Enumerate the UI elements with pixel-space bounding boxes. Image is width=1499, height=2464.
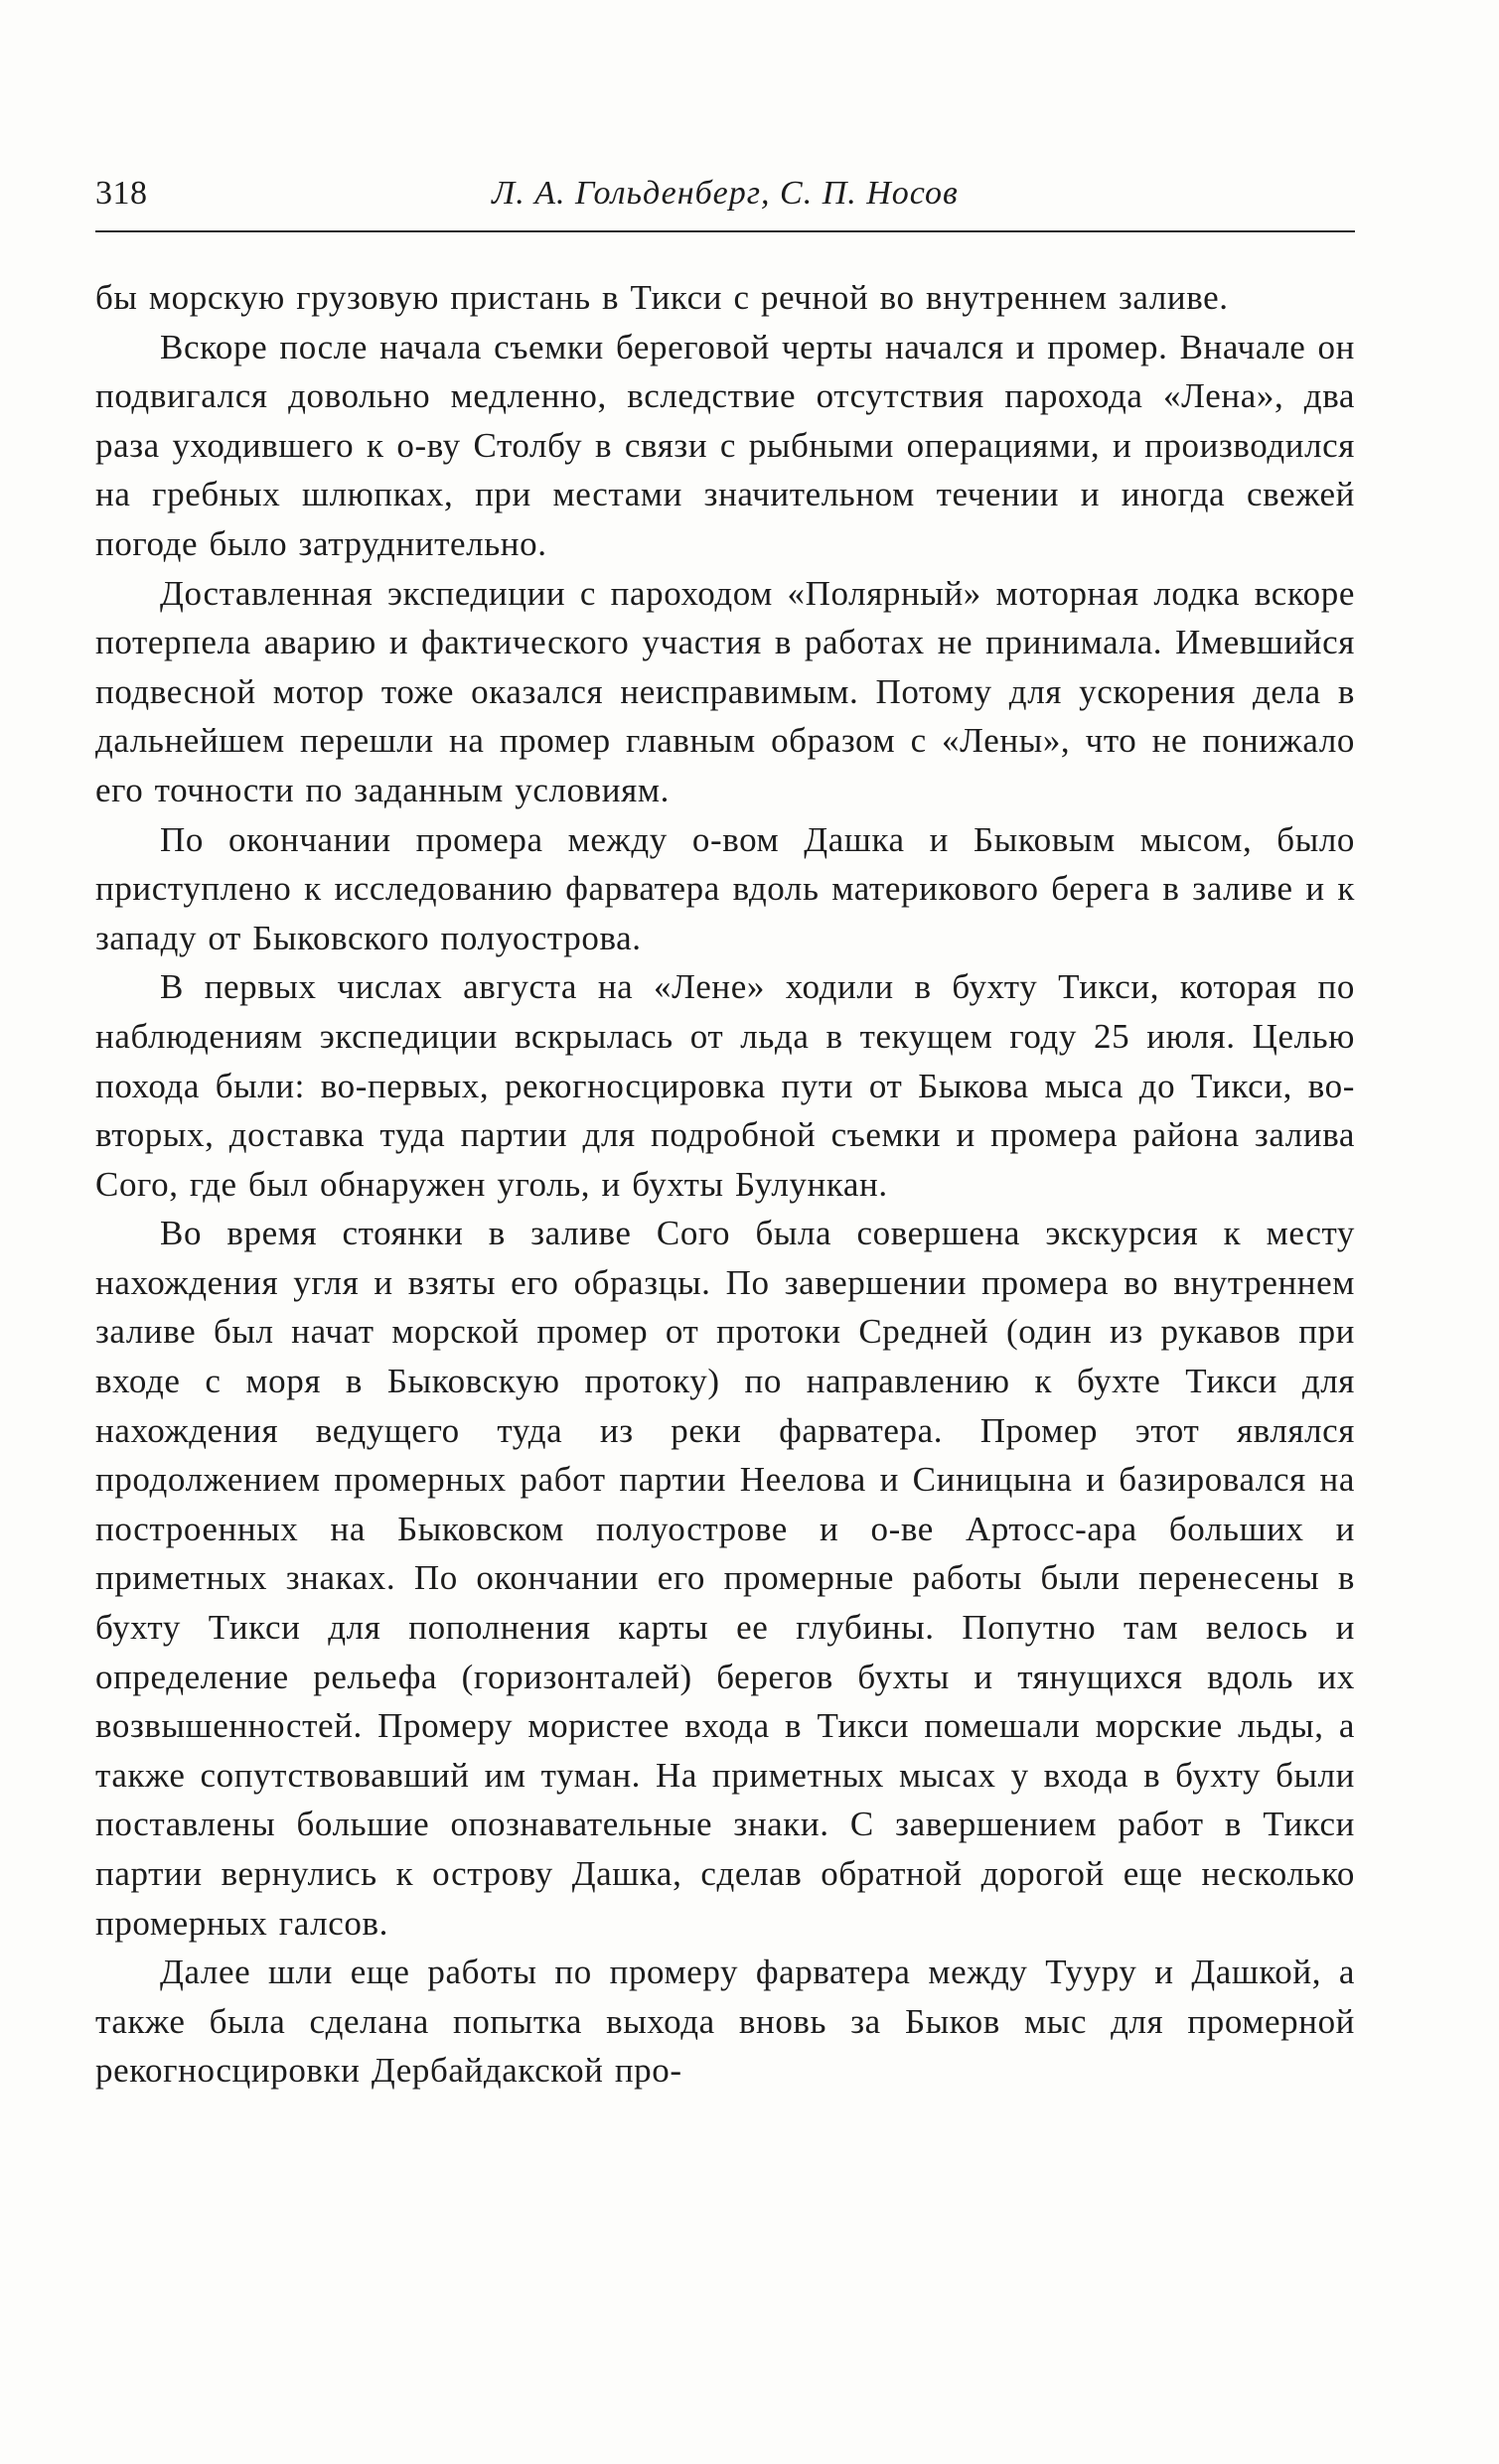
paragraph-fairway-study: По окончании промера между о-вом Дашка и Быковым мысом, было приступлено к исследованию фарватера вдоль материкового берега в заливе и к западу от Быковского полуострова. (95, 819, 1355, 957)
running-header (95, 164, 1355, 223)
paragraph-continuation: бы морскую грузовую пристань в Тикси с речной во внутреннем заливе. (95, 278, 1229, 317)
paragraph-further-work: Далее шли еще работы по промеру фарватера между Тууру и Дашкой, а также была сделана попытка выхода вновь за Быков мыс для промерной рекогносцировки Дербайдакской про- (95, 1953, 1355, 2091)
page-number: 318 (95, 175, 148, 212)
paragraph-sogo-excursion: Во время стоянки в заливе Сого была совершена экскурсия к месту нахождения угля и взяты его образцы. По завершении промера во внутреннем заливе был начат морской промер от протоки Средней (один из рукавов при входе с моря в Быковскую протоку) по направлению к бухте Тикси для нахождения ведущего туда из реки фарватера. Промер этот являлся продолжением промерных работ партии Неелова и Синицына и базировался на построенных на Быковском полуострове и о-ве Артосс-ара больших и приметных знаках. По окончании его промерные работы были перенесены в бухту Тикси для пополнения карты ее глубины. Попутно там велось и определение рельефа (горизонталей) берегов бухты и тянущихся вдоль их возвышенностей. Промеру мористее входа в Тикси помешали морские льды, а также сопутствовавший им туман. На приметных мысах у входа в бухту были поставлены большие опознавательные знаки. С завершением работ в Тикси партии вернулись к острову Дашка, сделав обратной дорогой еще несколько промерных галсов. (95, 1214, 1355, 1943)
header-rule (95, 230, 1355, 232)
paragraph-motorboat: Доставленная экспедиции с пароходом «Полярный» моторная лодка вскоре потерпела аварию и фактического участия в работах не принимала. Имевшийся подвесной мотор тоже оказался неисправимым. Потому для ускорения дела в дальнейшем перешли на промер главным образом с «Лены», что не понижало его точности по заданным условиям. (95, 573, 1355, 809)
running-title: Л. А. Гольденберг, С. П. Носов (492, 175, 959, 212)
paragraph-tiksi-trip: В первых числах августа на «Лене» ходили в бухту Тикси, которая по наблюдениям экспедиции вскрылась от льда в текущем году 25 июля. Целью похода были: во-первых, рекогносцировка пути от Быкова мыса до Тикси, во-вторых, доставка туда партии для подробной съемки и промера района залива Сого, где был обнаружен уголь, и бухты Булункан. (95, 967, 1355, 1204)
paragraph-sounding-start: Вскоре после начала съемки береговой черты начался и промер. Вначале он подвигался довольно медленно, вследствие отсутствия парохода «Лена», два раза уходившего к о-ву Столбу в связи с рыбными операциями, и производился на гребных шлюпках, при местами значительном течении и иногда свежей погоде было затруднительно. (95, 327, 1355, 563)
body-text (95, 273, 1355, 2096)
